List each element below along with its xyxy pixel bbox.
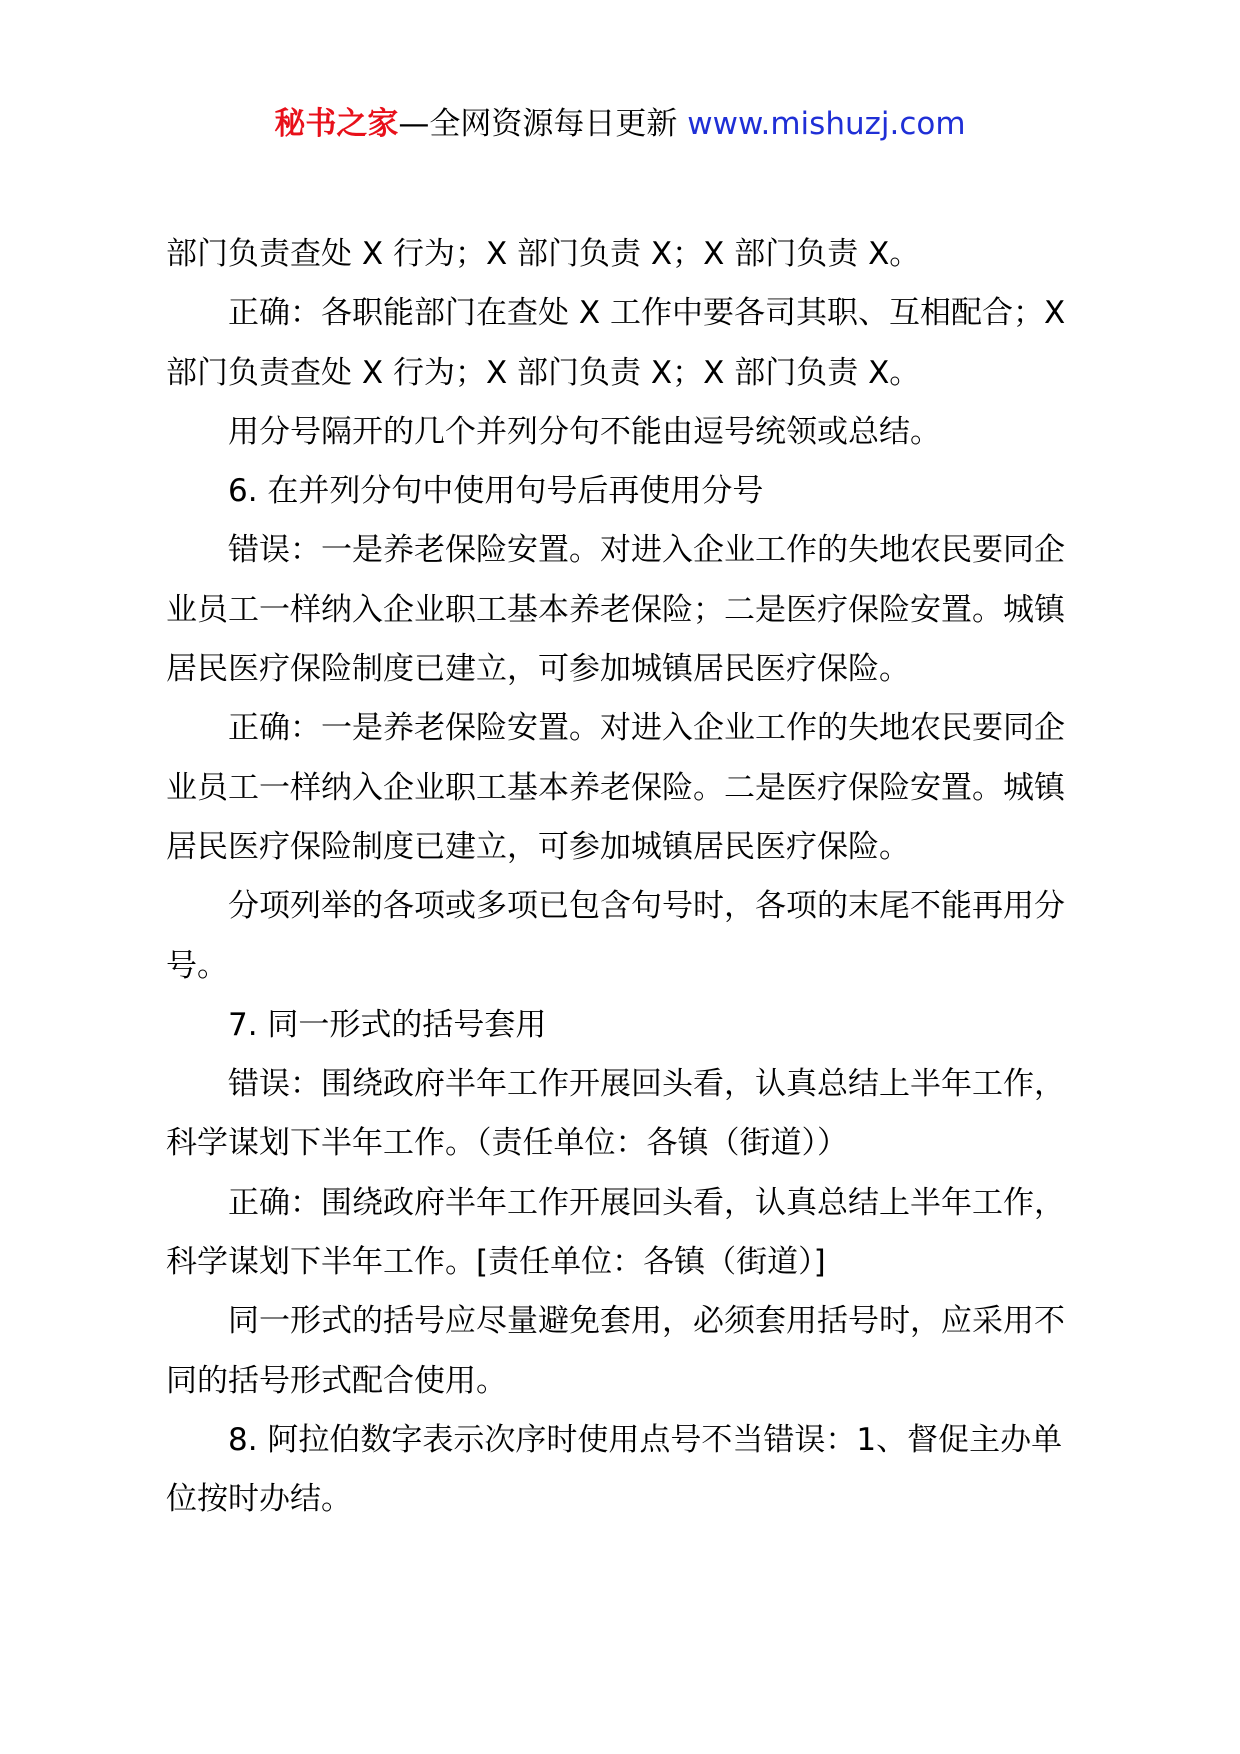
section-heading-6: 6. 在并列分句中使用句号后再使用分号 — [228, 473, 764, 510]
paragraph-correct-example: 正确：一是养老保险安置。对进入企业工作的失地农民要同企业员工一样纳入企业职工基本养老保险。二是医疗保险安置。城镇居民医疗保险制度已建立，可参加城镇居民医疗保险。 — [166, 710, 1065, 865]
paragraph-wrong-example: 错误：一是养老保险安置。对进入企业工作的失地农民要同企业员工一样纳入企业职工基本养老保险；二是医疗保险安置。城镇居民医疗保险制度已建立，可参加城镇居民医疗保险。 — [166, 532, 1065, 688]
header-slogan: —全网资源每日更新 — [398, 106, 688, 142]
paragraph-correct-example: 正确：各职能部门在查处 X 工作中要各司其职、互相配合；X 部门负责查处 X 行为；X 部门负责 X；X 部门负责 X。 — [166, 295, 1066, 391]
paragraph-rule-note: 同一形式的括号应尽量避免套用，必须套用括号时，应采用不同的括号形式配合使用。 — [166, 1303, 1065, 1399]
paragraph-rule-note: 分项列举的各项或多项已包含句号时，各项的末尾不能再用分号。 — [166, 888, 1065, 984]
brand-name: 秘书之家 — [274, 106, 399, 142]
paragraph-rule-note: 用分号隔开的几个并列分句不能由逗号统领或总结。 — [228, 413, 941, 450]
section-heading-8: 8. 阿拉伯数字表示次序时使用点号不当错误：1、督促主办单位按时办结。 — [166, 1421, 1063, 1518]
paragraph-wrong-example: 错误：围绕政府半年工作开展回头看，认真总结上半年工作，科学谋划下半年工作。（责任单位：各镇（街道）） — [166, 1066, 1065, 1162]
page-header — [0, 100, 1240, 148]
paragraph-continuation: 部门负责查处 X 行为；X 部门负责 X；X 部门负责 X。 — [166, 236, 921, 272]
paragraph-correct-example: 正确：围绕政府半年工作开展回头看，认真总结上半年工作，科学谋划下半年工作。[责任单位：各镇（街道）] — [166, 1184, 1065, 1281]
section-heading-7: 7. 同一形式的括号套用 — [228, 1006, 547, 1043]
document-body — [166, 225, 1086, 1530]
site-url-link[interactable]: www.mishuzj.com — [687, 106, 966, 142]
